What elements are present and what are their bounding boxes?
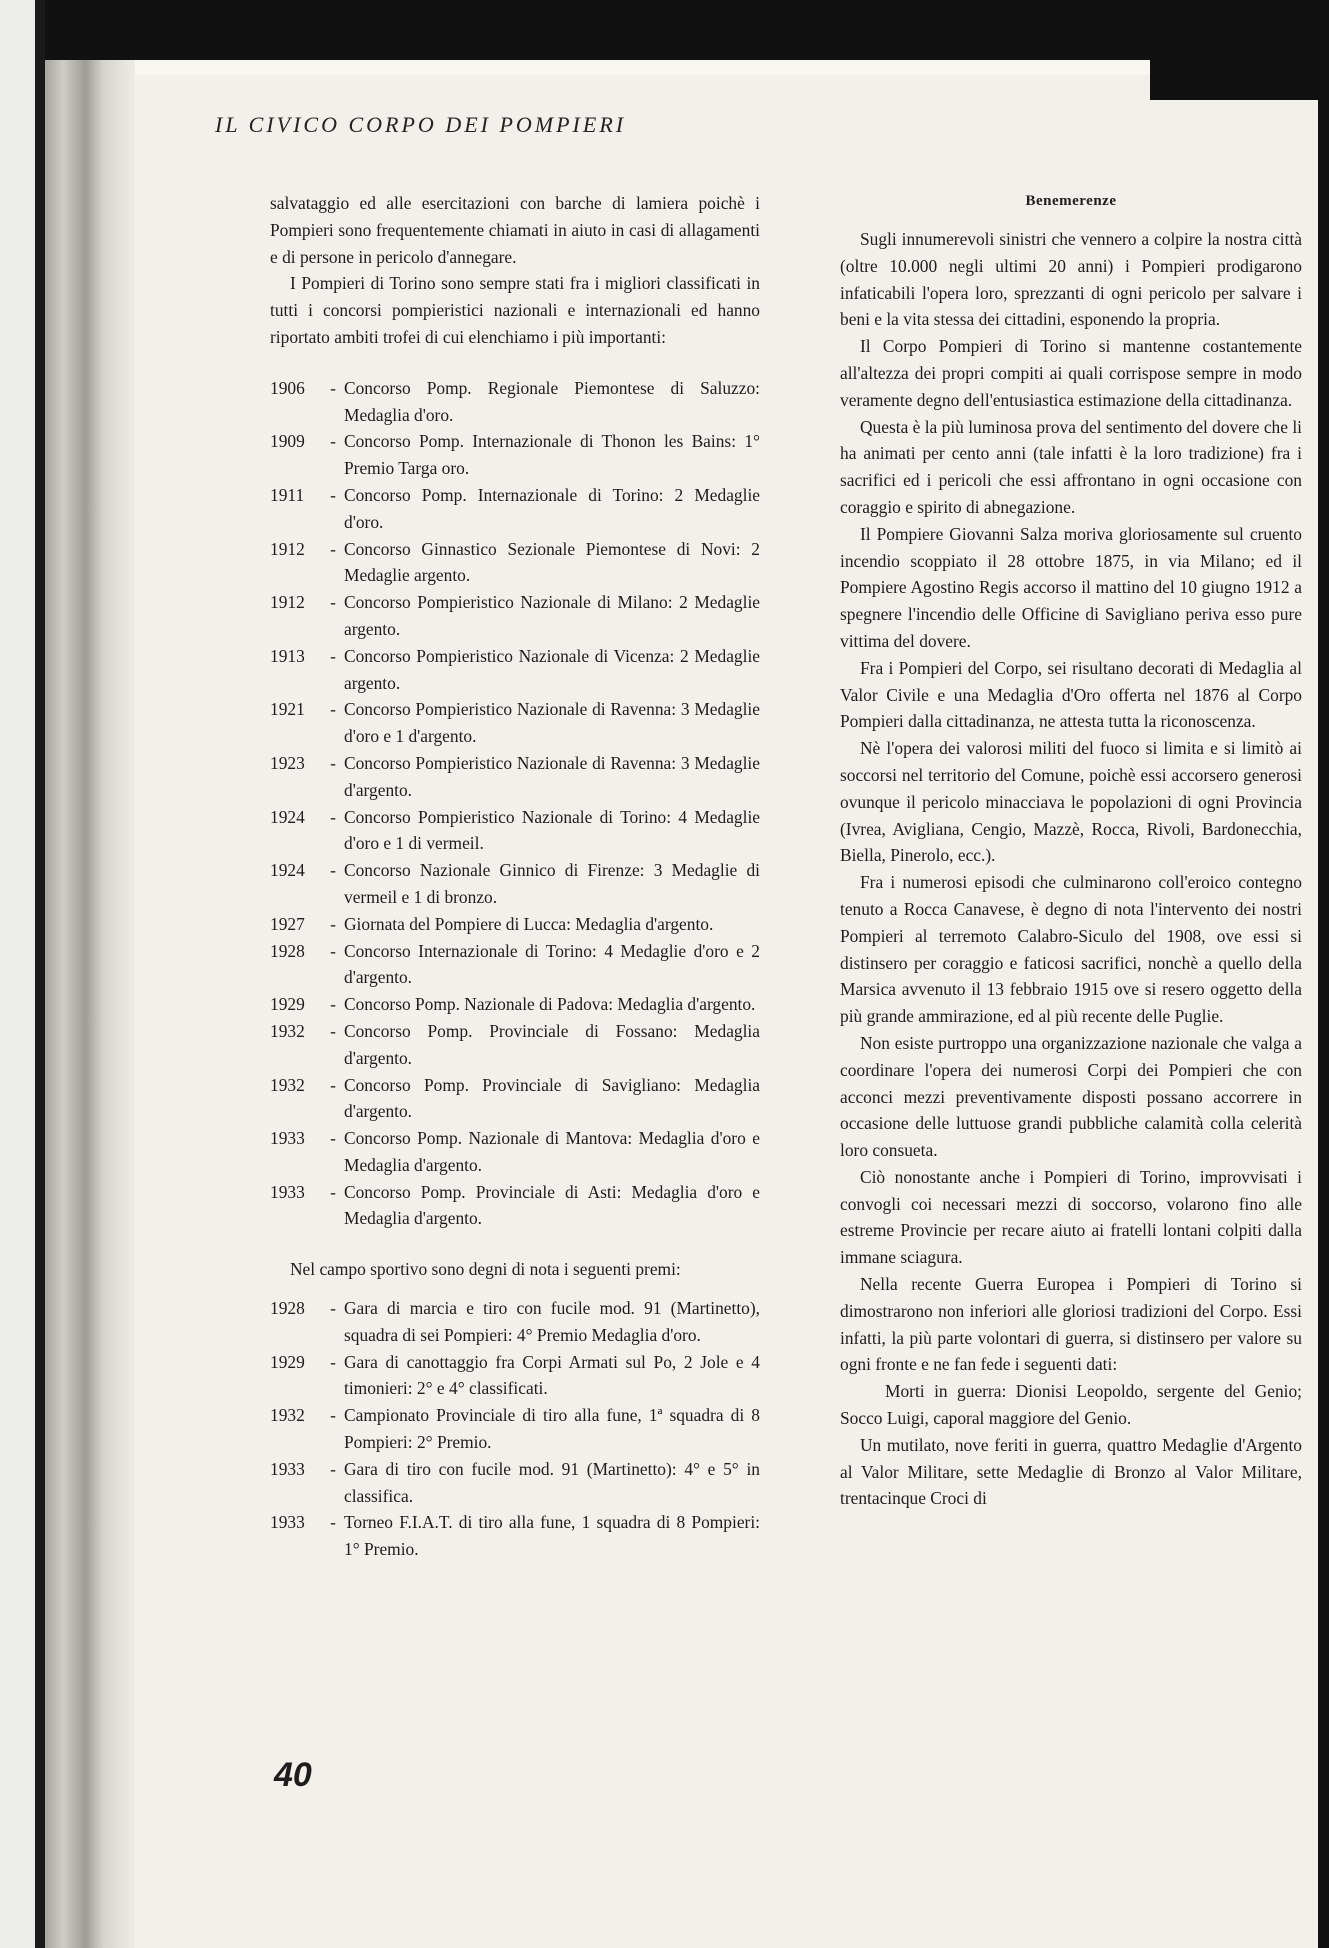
award-year: 1909 (270, 431, 305, 452)
award-text: Giornata del Pompiere di Lucca: Medaglia d'argento. (344, 913, 714, 934)
sport-text: Campionato Provinciale di tiro alla fune, 1ª squadra di 8 Pompieri: 2° Premio. (344, 1405, 760, 1453)
intro-paragraph: I Pompieri di Torino sono sempre stati fra i migliori classificati in tutti i concorsi pompieristici nazionali e internazionali ed hanno riportato ambiti trofei di cui elenchiamo i più importanti: (270, 273, 760, 347)
sport-text: Gara di marcia e tiro con fucile mod. 91 (Martinetto), squadra di sei Pompieri: 4° Premio Medaglia d'oro. (344, 1298, 760, 1345)
scan-left-edge (35, 0, 45, 1948)
award-text: Concorso Pomp. Regionale Piemontese di Saluzzo: Medaglia d'oro. (344, 377, 760, 425)
award-entry: 1932 - Concorso Pomp. Provinciale di Fossano: Medaglia d'argento. (270, 1018, 760, 1072)
sport-entry: 1929 - Gara di canottaggio fra Corpi Armati sul Po, 2 Jole e 4 timonieri: 2° e 4° classificati. (270, 1349, 760, 1403)
award-entry: 1927 - Giornata del Pompiere di Lucca: Medaglia d'argento. (270, 911, 760, 938)
award-entry: 1933 - Concorso Pomp. Provinciale di Asti: Medaglia d'oro e Medaglia d'argento. (270, 1179, 760, 1233)
award-year: 1924 (270, 860, 305, 881)
award-year: 1911 (270, 484, 305, 505)
award-year: 1928 (270, 940, 305, 961)
award-entry: 1906 - Concorso Pomp. Regionale Piemontese di Saluzzo: Medaglia d'oro. (270, 375, 760, 429)
award-entry: 1912 - Concorso Pompieristico Nazionale di Milano: 2 Medaglie argento. (270, 589, 760, 643)
award-text: Concorso Pomp. Nazionale di Mantova: Medaglia d'oro e Medaglia d'argento. (344, 1128, 760, 1175)
award-year: 1912 (270, 592, 305, 613)
award-entry: 1923 - Concorso Pompieristico Nazionale di Ravenna: 3 Medaglie d'argento. (270, 750, 760, 804)
sport-text: Torneo F.I.A.T. di tiro alla fune, 1 squadra di 8 Pompieri: 1° Premio. (344, 1512, 760, 1560)
body-paragraph: Sugli innumerevoli sinistri che vennero a colpire la nostra città (oltre 10.000 negli ultimi 20 anni) i Pompieri prodigarono infaticabili l'opera loro, sprezzanti di ogni pericolo per salvare i beni e la vita stessa dei cittadini, esponendo la propria. (840, 229, 1302, 330)
award-year: 1912 (270, 538, 305, 559)
decorations-paragraph: Un mutilato, nove feriti in guerra, quattro Medaglie d'Argento al Valor Militare, sette Medaglie di Bronzo al Valor Militare, trentacinque Croci di (840, 1434, 1302, 1509)
award-entry: 1924 - Concorso Pompieristico Nazionale di Torino: 4 Medaglie d'oro e 1 di vermeil. (270, 804, 760, 858)
award-text: Concorso Nazionale Ginnico di Firenze: 3 Medaglie di vermeil e 1 di bronzo. (344, 860, 760, 907)
body-paragraph: Nella recente Guerra Europea i Pompieri di Torino si dimostrarono non inferiori alle gloriosi tradizioni del Corpo. Essi infatti, la più parte volontari di guerra, si distinsero per valore su ogni fronte e ne fan fede i seguenti dati: (840, 1274, 1302, 1375)
award-entry: 1909 - Concorso Pomp. Internazionale di Thonon les Bains: 1° Premio Targa oro. (270, 428, 760, 482)
body-paragraph: Fra i numerosi episodi che culminarono coll'eroico contegno tenuto a Rocca Canavese, è degno di nota l'intervento dei nostri Pompieri al terremoto Calabro-Siculo del 1908, ove essi si distinsero per coraggio e faticosi sacrifici, nonchè a quello della Marsica avvenuto il 13 febbraio 1915 ove si resero oggetto della più grande ammirazione, ed al più recente delle Puglie. (840, 872, 1302, 1027)
award-text: Concorso Pompieristico Nazionale di Torino: 4 Medaglie d'oro e 1 di vermeil. (344, 806, 760, 854)
award-text: Concorso Pompieristico Nazionale di Vicenza: 2 Medaglie argento. (344, 645, 760, 693)
sport-text: Gara di canottaggio fra Corpi Armati sul Po, 2 Jole e 4 timonieri: 2° e 4° classificati. (344, 1351, 760, 1399)
award-text: Concorso Pomp. Internazionale di Thonon les Bains: 1° Premio Targa oro. (344, 431, 760, 479)
award-year: 1927 (270, 913, 305, 934)
left-column (270, 190, 760, 1563)
body-paragraph: Non esiste purtroppo una organizzazione nazionale che valga a coordinare l'opera dei numerosi Corpi dei Pompieri che con acconci mezzi preventivamente disposti possano accorrere in occasione delle luttuose grandi pubbliche calamità colla celerità loro consueta. (840, 1032, 1302, 1161)
award-year: 1921 (270, 699, 305, 720)
intro-paragraph: salvataggio ed alle esercitazioni con barche di lamiera poichè i Pompieri sono frequentemente chiamati in aiuto in casi di allagamenti e di persone in pericolo d'annegare. (270, 193, 760, 267)
body-paragraph: Questa è la più luminosa prova del sentimento del dovere che li ha animati per cento anni (tale infatti è la loro tradizione) fra i sacrifici ed i pericoli che essi affrontano in ogni occasione con coraggio e spirito di abnegazione. (840, 416, 1302, 517)
scan-top-edge (35, 0, 1329, 60)
award-year: 1923 (270, 752, 305, 773)
award-year: 1924 (270, 806, 305, 827)
sport-entry: 1933 - Gara di tiro con fucile mod. 91 (Martinetto): 4° e 5° in classifica. (270, 1456, 760, 1510)
award-text: Concorso Pomp. Provinciale di Asti: Medaglia d'oro e Medaglia d'argento. (344, 1181, 760, 1229)
page-number: 40 (274, 1756, 312, 1794)
award-entry: 1912 - Concorso Ginnastico Sezionale Piemontese di Novi: 2 Medaglie argento. (270, 536, 760, 590)
award-text: Concorso Pompieristico Nazionale di Ravenna: 3 Medaglie d'argento. (344, 752, 760, 800)
award-text: Concorso Ginnastico Sezionale Piemontese di Novi: 2 Medaglie argento. (344, 538, 760, 586)
scan-right-edge (1318, 60, 1329, 1948)
awards-list (270, 375, 760, 1233)
body-paragraph: Fra i Pompieri del Corpo, sei risultano decorati di Medaglia al Valor Civile e una Medaglia d'Oro offerta nel 1876 al Corpo Pompieri dalla cittadinanza, ne attesta tutta la riconoscenza. (840, 657, 1302, 732)
award-text: Concorso Pomp. Provinciale di Fossano: Medaglia d'argento. (344, 1020, 760, 1068)
award-text: Concorso Pomp. Provinciale di Savigliano: Medaglia d'argento. (344, 1074, 760, 1122)
scan-top-right-edge (1150, 0, 1329, 100)
award-year: 1933 (270, 1181, 305, 1202)
award-entry: 1932 - Concorso Pomp. Provinciale di Savigliano: Medaglia d'argento. (270, 1072, 760, 1126)
award-year: 1906 (270, 377, 305, 398)
sport-entry: 1928 - Gara di marcia e tiro con fucile mod. 91 (Martinetto), squadra di sei Pompieri: 4° Premio Medaglia d'oro. (270, 1295, 760, 1349)
award-year: 1932 (270, 1074, 305, 1095)
award-year: 1933 (270, 1128, 305, 1149)
award-text: Concorso Pompieristico Nazionale di Ravenna: 3 Medaglie d'oro e 1 d'argento. (344, 699, 760, 747)
body-paragraph: Il Corpo Pompieri di Torino si mantenne costantemente all'altezza dei propri compiti ai quali corrispose sempre in modo veramente degno dell'entusiastica estimazione della cittadinanza. (840, 336, 1302, 410)
award-text: Concorso Pomp. Nazionale di Padova: Medaglia d'argento. (344, 994, 756, 1015)
award-entry: 1911 - Concorso Pomp. Internazionale di Torino: 2 Medaglie d'oro. (270, 482, 760, 536)
award-entry: 1929 - Concorso Pomp. Nazionale di Padova: Medaglia d'argento. (270, 991, 760, 1018)
award-year: 1929 (270, 994, 305, 1015)
sport-year: 1933 (270, 1458, 305, 1479)
running-header: IL CIVICO CORPO DEI POMPIERI (215, 112, 627, 137)
scan-left-margin (0, 0, 35, 1948)
sport-intro: Nel campo sportivo sono degni di nota i seguenti premi: (290, 1259, 681, 1280)
award-entry: 1928 - Concorso Internazionale di Torino: 4 Medaglie d'oro e 2 d'argento. (270, 938, 760, 992)
section-title: Benemerenze (1025, 193, 1117, 209)
sport-list (270, 1295, 760, 1563)
right-column (840, 190, 1302, 1512)
book-binding-shadow (45, 60, 135, 1948)
award-entry: 1913 - Concorso Pompieristico Nazionale di Vicenza: 2 Medaglie argento. (270, 643, 760, 697)
war-dead-paragraph: Morti in guerra: Dionisi Leopoldo, sergente del Genio; Socco Luigi, caporal maggiore del Genio. (840, 1381, 1302, 1429)
sport-year: 1929 (270, 1351, 305, 1372)
award-entry: 1924 - Concorso Nazionale Ginnico di Firenze: 3 Medaglie di vermeil e 1 di bronzo. (270, 857, 760, 911)
sport-year: 1932 (270, 1405, 305, 1426)
sport-year: 1928 (270, 1298, 305, 1319)
award-text: Concorso Internazionale di Torino: 4 Medaglie d'oro e 2 d'argento. (344, 940, 760, 988)
award-year: 1913 (270, 645, 305, 666)
sport-entry: 1932 - Campionato Provinciale di tiro alla fune, 1ª squadra di 8 Pompieri: 2° Premio. (270, 1402, 760, 1456)
body-paragraph: Il Pompiere Giovanni Salza moriva gloriosamente sul cruento incendio scoppiato il 28 ottobre 1875, in via Milano; ed il Pompiere Agostino Regis accorso il mattino del 10 giugno 1912 a spegnere l'incendio delle Officine di Savigliano periva esso pure vittima del dovere. (840, 523, 1302, 651)
body-paragraph: Nè l'opera dei valorosi militi del fuoco si limita e si limitò ai soccorsi nel territorio del Comune, poichè essi accorsero generosi ovunque il pericolo minacciava le popolazioni di ogni Provincia (Ivrea, Avigliana, Cengio, Mazzè, Rocca, Rivoli, Bardonecchia, Biella, Pinerolo, ecc.). (840, 738, 1302, 866)
body-paragraph: Ciò nonostante anche i Pompieri di Torino, improvvisati i convogli coi necessari mezzi di soccorso, volarono fino alle estreme Provincie per recare aiuto ai fratelli lontani colpiti dalla immane sciagura. (840, 1166, 1302, 1268)
award-entry: 1933 - Concorso Pomp. Nazionale di Mantova: Medaglia d'oro e Medaglia d'argento. (270, 1125, 760, 1179)
sport-text: Gara di tiro con fucile mod. 91 (Martinetto): 4° e 5° in classifica. (344, 1458, 760, 1506)
sport-year: 1933 (270, 1512, 305, 1533)
award-text: Concorso Pompieristico Nazionale di Milano: 2 Medaglie argento. (344, 592, 760, 639)
award-entry: 1921 - Concorso Pompieristico Nazionale di Ravenna: 3 Medaglie d'oro e 1 d'argento. (270, 696, 760, 750)
award-text: Concorso Pomp. Internazionale di Torino: 2 Medaglie d'oro. (344, 484, 760, 532)
award-year: 1932 (270, 1020, 305, 1041)
sport-entry: 1933 - Torneo F.I.A.T. di tiro alla fune, 1 squadra di 8 Pompieri: 1° Premio. (270, 1509, 760, 1563)
